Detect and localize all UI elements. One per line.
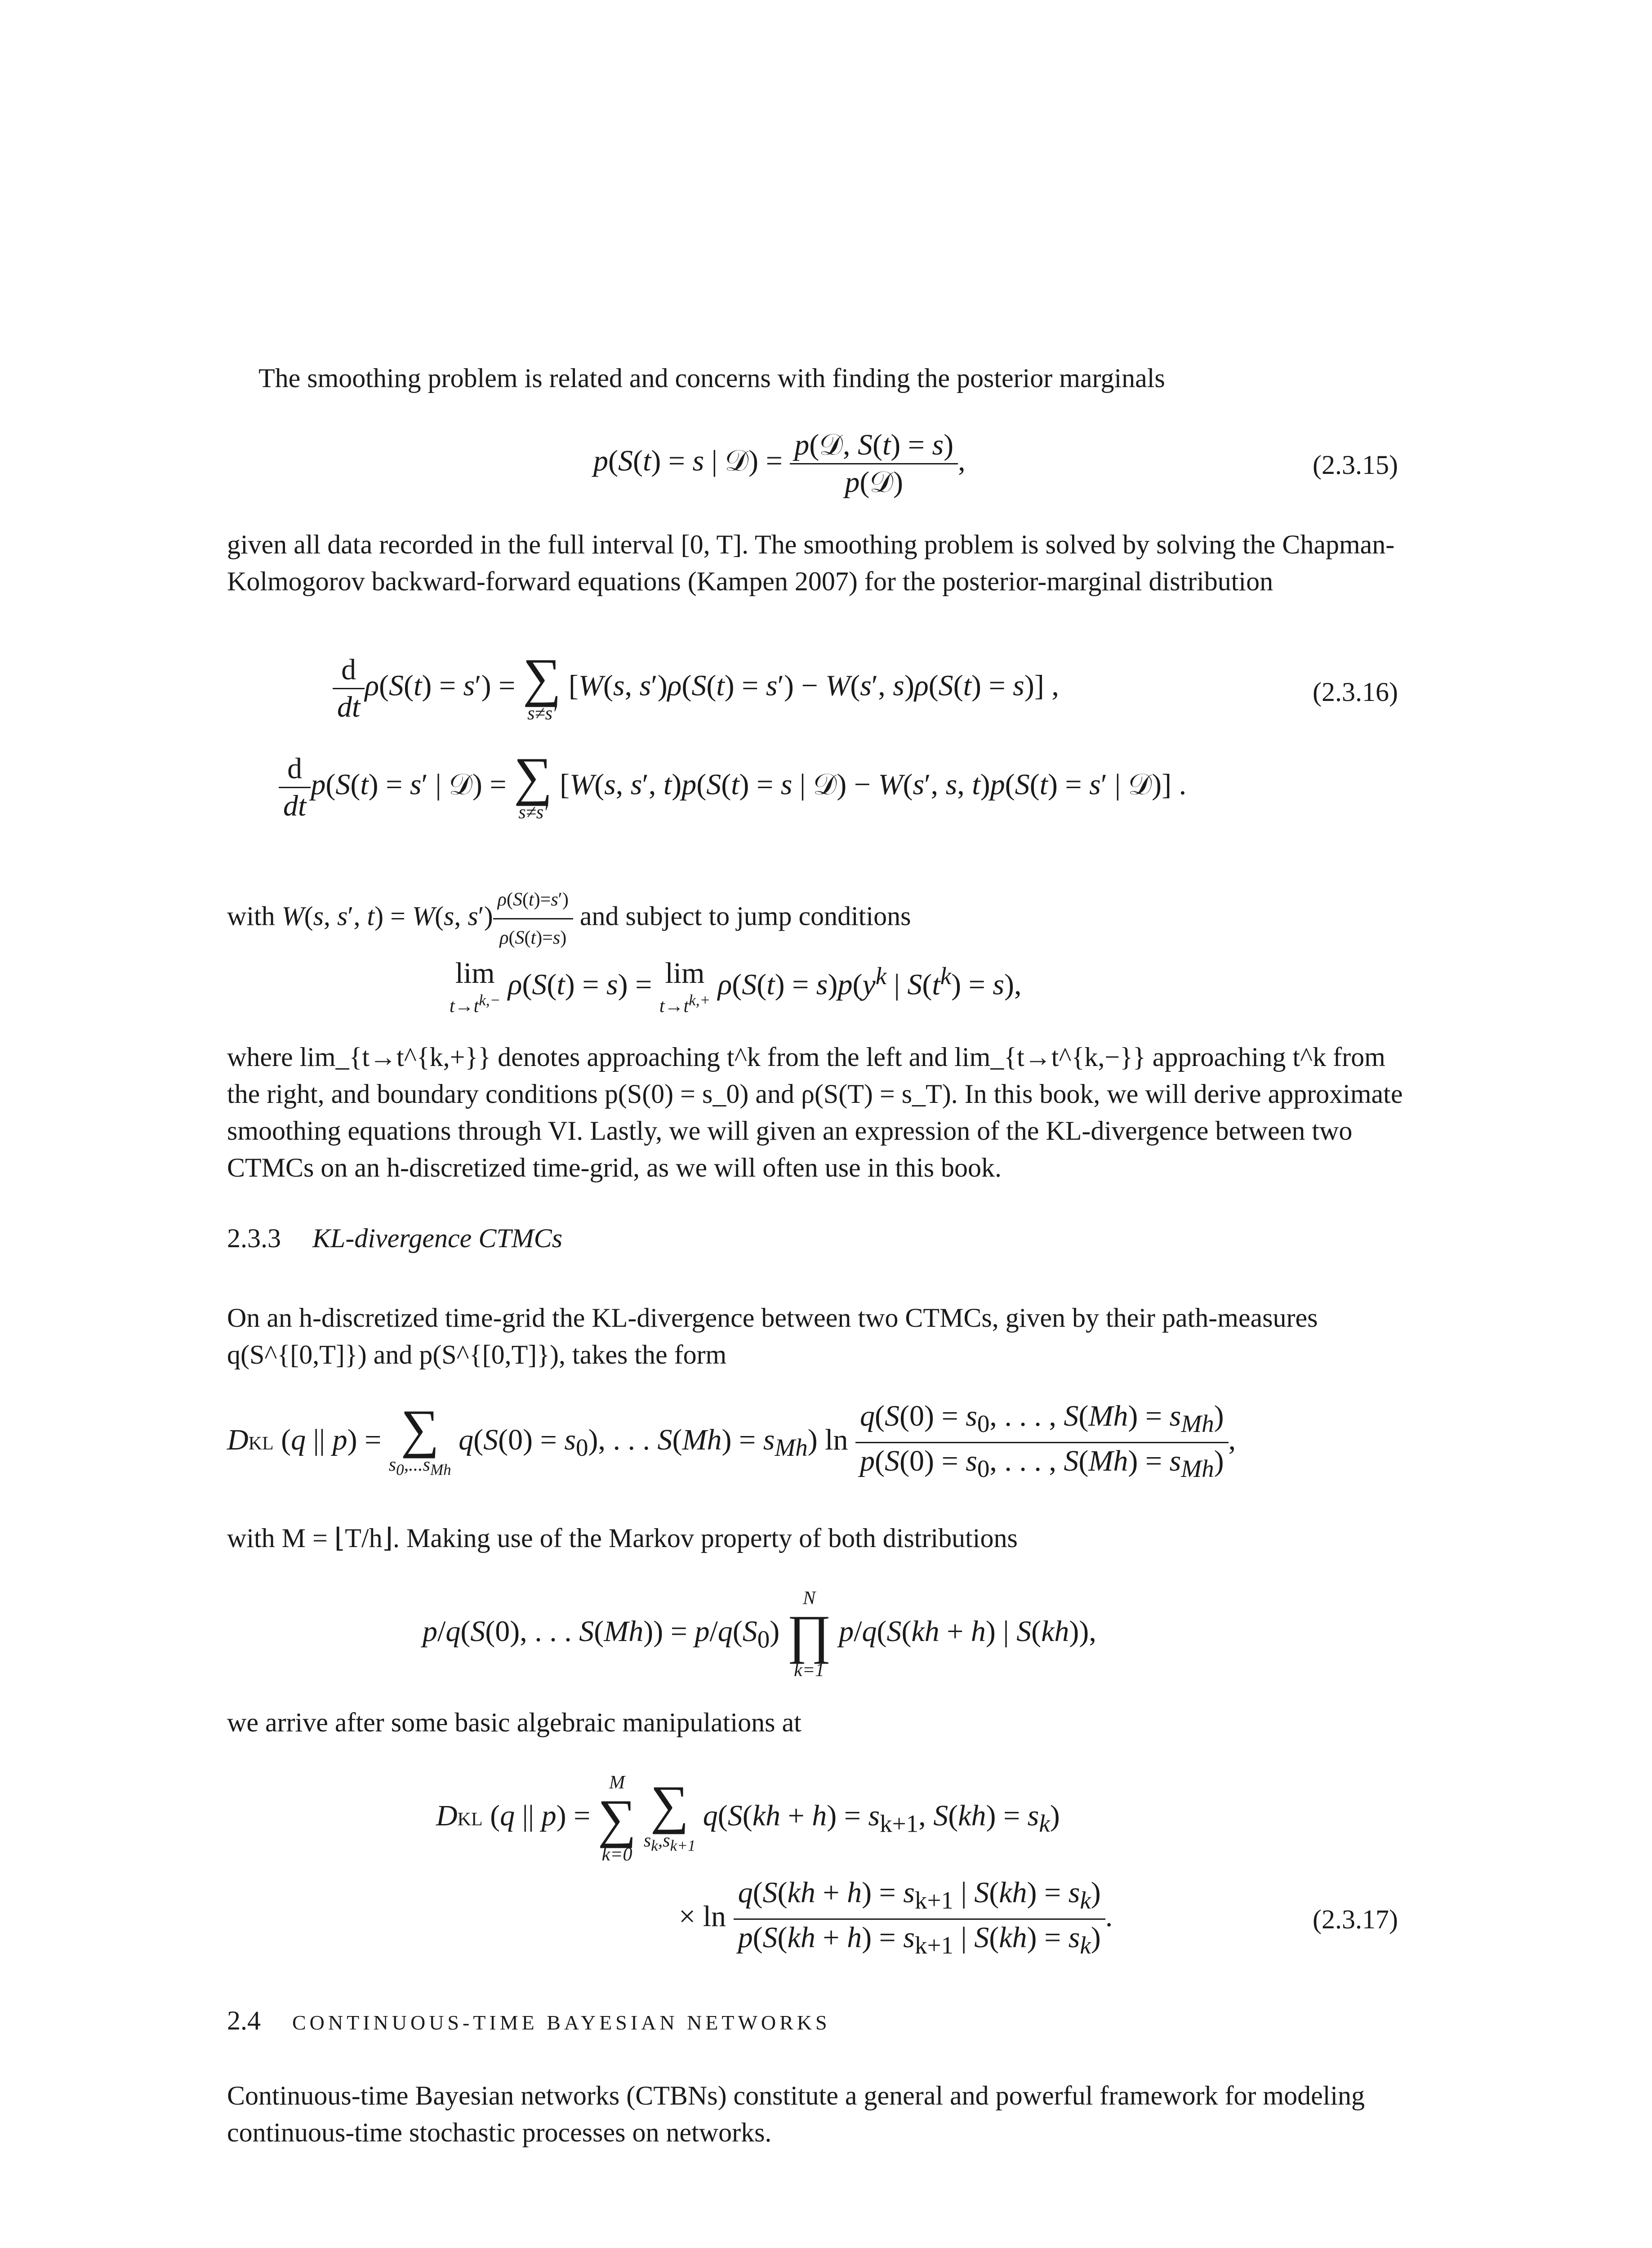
paragraph-ctbn-intro: Continuous-time Bayesian networks (CTBNs) constitute a general and powerful framework for modeling continuous-time stochastic processes on networks. [227, 2081, 1365, 2147]
paragraph-jump-pre: with [227, 901, 275, 931]
paragraph-boundary-conditions: where lim_{t→t^{k,+}} denotes approaching t^k from the left and lim_{t→t^{k,−}} approaching t^k from the right, and boundary conditions p(S(0) = s_0) and ρ(S(T) = s_T). In this book, we will derive approximate smoothing equations through VI. Lastly, we will given an expression of the KL-divergence between two CTMCs on an h-discretized time-grid, as we will often use in this book. [227, 1042, 1403, 1182]
equation-number-2-3-16: (2.3.16) [1313, 677, 1398, 707]
paragraph-kl-definition: On an h-discretized time-grid the KL-divergence between two CTMCs, given by their path-measures q(S^{[0,T]}) and p(S^{[0,T]}), takes the form [227, 1303, 1318, 1369]
paragraph-algebraic: we arrive after some basic algebraic manipulations at [227, 1708, 802, 1737]
equation-markov-factorization: p/q(S(0), . . . $S(Mh)) = p/q(S_0)$ N ∏ k=1 p/q(S(kh + h) | S(kh)), [423, 1588, 1096, 1681]
equation-kl-ctmc-log-ratio: × ln $\frac{q(S(kh + h) = s_{k+1} | S(kh) = s_k)}{p(S(kh + h) = s_{k+1} | S(kh) = s_k)}$ . [679, 1875, 1113, 1963]
section-heading-2-3-3 [227, 1223, 562, 1254]
section-number-2-4: 2.4 [227, 2006, 261, 2035]
paragraph-intro-smoothing: The smoothing problem is related and concerns with finding the posterior marginals [258, 363, 1165, 393]
equation-kl-ctmc-sum: DKL (q || p) = M ∑ k=0 ∑ $s_k,s_{k+1}$ $q(S(kh + h) = s_{k+1}$, $S(kh) = s_k$) [436, 1772, 1060, 1865]
equation-jump-condition: lim $t\to t^{k,-}$ ρ(S(t) = s) = lim $t\to t^{k,+}$ $\rho(S(t) = s)p(y^k$ | $S(t^k) = s$), [450, 957, 1022, 1017]
paragraph-smoothing-solution: given all data recorded in the full interval [0, T]. The smoothing problem is solved by solving the Chapman-Kolmogorov backward-forward equations (Kampen 2007) for the posterior-marginal distribution [227, 530, 1395, 596]
paragraph-jump-conditions: with W(s, s′, t) = W(s, s′) $\frac{\rho(S(t)=s')}{\rho(S(t)=s)}$ and subject to jump conditions [227, 881, 1423, 956]
section-title-ctbn: CONTINUOUS-TIME BAYESIAN NETWORKS [292, 2011, 831, 2034]
section-number-2-3-3: 2.3.3 [227, 1223, 281, 1253]
equation-backward-rho: $\frac{d}{dt}$ ρ(S(t) = s′) = ∑ s≠s′ [W(s, s′)ρ(S(t) = s′) − W(s′, s)ρ(S(t) = s)] , [333, 652, 1059, 725]
section-title-kl-divergence: KL-divergence CTMCs [312, 1223, 563, 1253]
equation-kl-path-measure: DKL (q || p) = ∑ $s_0,...s_{Mh}$ $q(S(0) = s_0)$, . . . $S(Mh) = s_{Mh}$) ln $\frac{q(S(0) = s_0, . . . , S(Mh) = s_{Mh})}{p(S(0) = s_0, . . . , S(Mh) = s_{Mh})}$ , [227, 1398, 1236, 1483]
equation-forward-posterior: $\frac{d}{dt}$ p(S(t) = s′ | 𝒟) = ∑ s≠s′ [W(s, s′, t)p(S(t) = s | 𝒟) − W(s′, s, t)p(S(t) = s′ | 𝒟)] . [279, 751, 1186, 824]
section-heading-2-4 [227, 2005, 831, 2036]
equation-number-2-3-17: (2.3.17) [1313, 1905, 1398, 1934]
paragraph-jump-post: and subject to jump conditions [579, 901, 911, 931]
equation-posterior-marginal: p(S(t) = s | 𝒟) = $\frac{\text{p(𝒟, S(t) = s)}}{\text{p(𝒟)}}$ , [593, 427, 966, 500]
paragraph-markov-property: with M = ⌊T/h⌋. Making use of the Markov property of both distributions [227, 1523, 1018, 1553]
equation-number-2-3-15: (2.3.15) [1313, 450, 1398, 480]
